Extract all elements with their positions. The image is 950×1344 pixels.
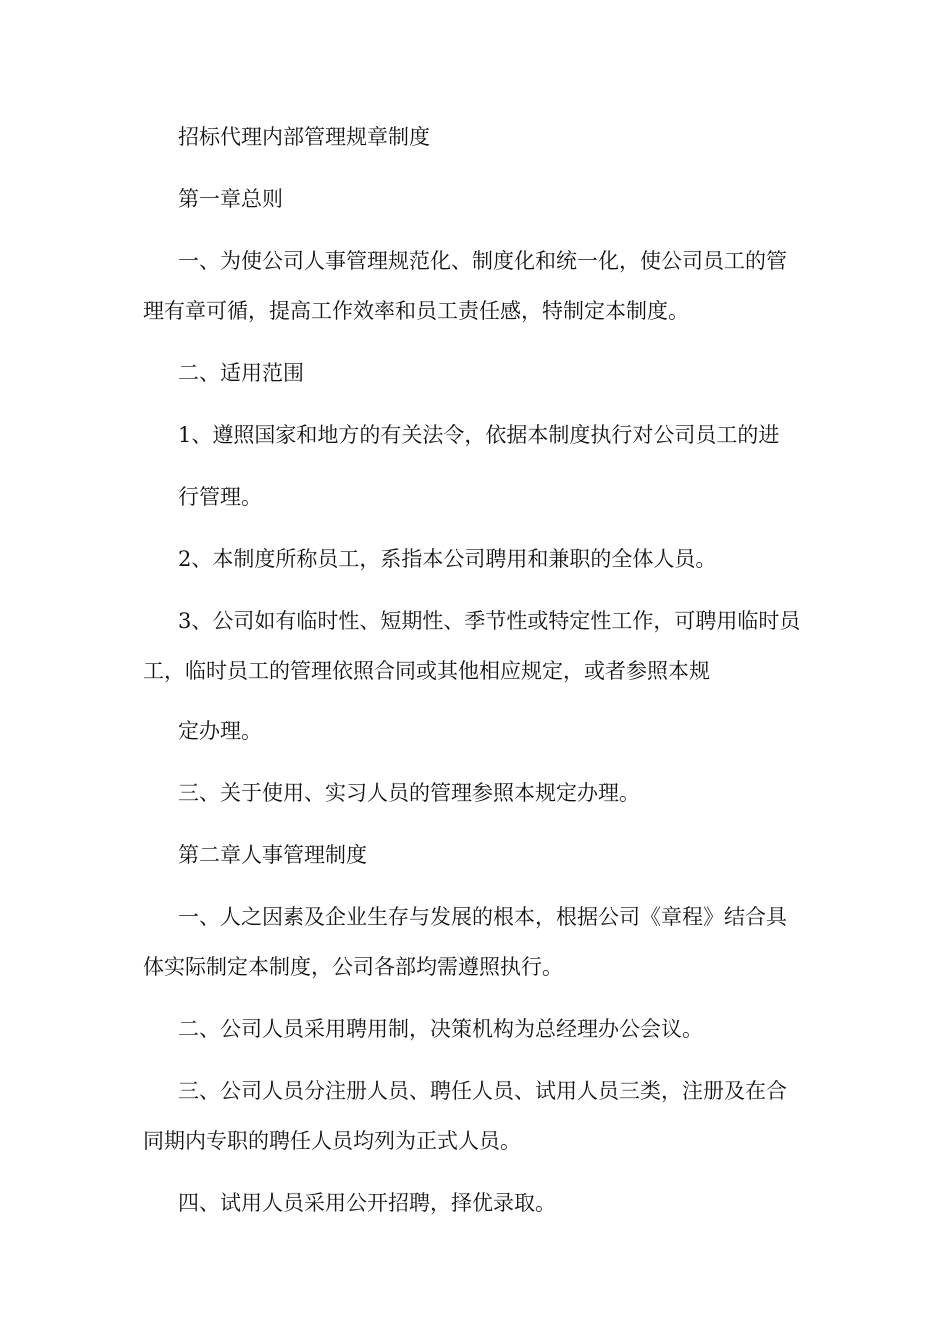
- paragraph-4: 2、本制度所称员工，系指本公司聘用和兼职的全体人员。: [178, 547, 717, 571]
- paragraph-7-line-1: 一、人之因素及企业生存与发展的根本，根据公司《章程》结合具: [178, 905, 787, 929]
- paragraph-5-line-1: 3、公司如有临时性、短期性、季节性或特定性工作，可聘用临时员: [178, 609, 801, 633]
- paragraph-6: 三、关于使用、实习人员的管理参照本规定办理。: [178, 781, 640, 805]
- paragraph-5-line-2: 工，临时员工的管理依照合同或其他相应规定，或者参照本规: [143, 659, 710, 683]
- paragraph-1-line-1: 一、为使公司人事管理规范化、制度化和统一化，使公司员工的管: [178, 249, 787, 273]
- paragraph-1-line-2: 理有章可循，提高工作效率和员工责任感，特制定本制度。: [143, 299, 689, 323]
- chapter-heading-1: 第一章总则: [178, 187, 283, 211]
- paragraph-9-line-1: 三、公司人员分注册人员、聘任人员、试用人员三类，注册及在合: [178, 1079, 787, 1103]
- paragraph-3-line-1: 1、遵照国家和地方的有关法令，依据本制度执行对公司员工的进: [178, 423, 780, 447]
- paragraph-9-line-2: 同期内专职的聘任人员均列为正式人员。: [143, 1129, 521, 1153]
- paragraph-3-line-2: 行管理。: [178, 485, 262, 509]
- paragraph-7-line-2: 体实际制定本制度，公司各部均需遵照执行。: [143, 955, 563, 979]
- paragraph-2: 二、适用范围: [178, 361, 304, 385]
- chapter-heading-2: 第二章人事管理制度: [178, 843, 367, 867]
- document-title: 招标代理内部管理规章制度: [178, 125, 430, 149]
- paragraph-10: 四、试用人员采用公开招聘，择优录取。: [178, 1191, 556, 1215]
- paragraph-5-line-3: 定办理。: [178, 719, 262, 743]
- paragraph-8: 二、公司人员采用聘用制，决策机构为总经理办公会议。: [178, 1017, 703, 1041]
